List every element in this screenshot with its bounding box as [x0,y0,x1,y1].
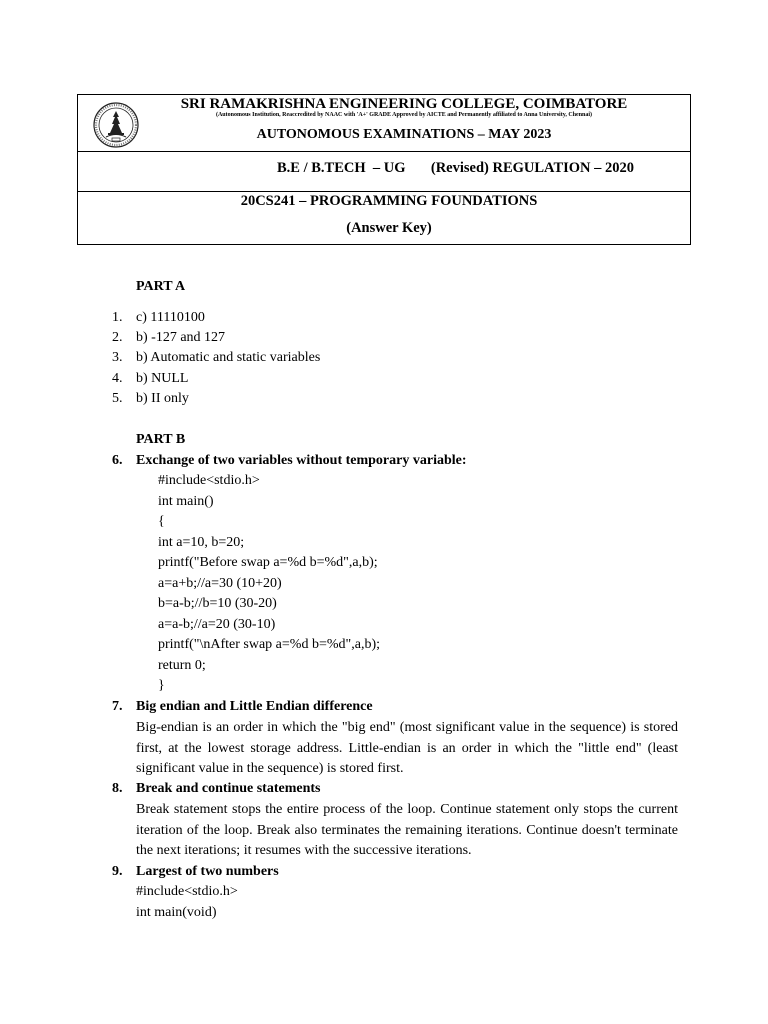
code-line: #include<stdio.h> [136,884,238,899]
code-line: a=a-b;//a=20 (30-10) [158,617,276,632]
course-title: 20CS241 – PROGRAMMING FOUNDATIONS [240,193,538,209]
code-line: return 0; [158,658,206,673]
code-line: b=a-b;//b=10 (30-20) [158,596,277,611]
code-line: #include<stdio.h> [158,473,260,488]
code-line: } [158,678,165,693]
question-number: 8. [112,781,123,796]
code-line: a=a+b;//a=30 (10+20) [158,576,282,591]
code-line: int a=10, b=20; [158,535,245,550]
part-a-item-number: 4. [112,371,123,386]
college-affiliation: (Autonomous Institution, Reaccredited by NAAC with 'A+' GRADE Approved by AICTE and Permanently affiliated to Anna University, Chennai) [215,112,593,118]
part-a-item-answer: c) 11110100 [136,310,205,325]
question-number: 9. [112,864,123,879]
part-a-item-number: 3. [112,350,123,365]
code-line: printf("\nAfter swap a=%d b=%d",a,b); [158,637,380,652]
question-title: Big endian and Little Endian difference [136,699,373,714]
question-number: 7. [112,699,123,714]
answer-paragraph: Break statement stops the entire process of the loop. Continue statement only stops the current iteration of the loop. Break also terminates the remaining iterations. Continue doesn't terminate the next iterations; it resumes with the successive iterations. [136,802,678,858]
code-line: int main() [158,494,214,509]
answer-paragraph: Big-endian is an order in which the "big end" (most significant value in the sequence) is stored first, at the lowest storage address. Little-endian is an order in which the "little end" (least significant value in the sequence) is stored first. [136,720,678,776]
header-course-row [78,191,690,244]
part-a-item-number: 2. [112,330,123,345]
header-college-row [78,95,690,152]
part-b-heading: PART B [136,432,186,447]
exam-header [77,94,691,245]
part-a-item-answer: b) II only [136,391,189,406]
degree-regulation: B.E / B.TECH – UG (Revised) REGULATION – 2020 [277,160,635,176]
question-title: Exchange of two variables without temporary variable: [136,453,467,468]
question-number: 6. [112,453,123,468]
part-a-item-number: 1. [112,310,123,325]
part-a-item-answer: b) -127 and 127 [136,330,226,345]
code-line: { [158,514,165,529]
part-a-item-number: 5. [112,391,123,406]
part-a-heading: PART A [136,279,186,294]
code-line: printf("Before swap a=%d b=%d",a,b); [158,555,378,570]
code-line: int main(void) [136,905,217,920]
college-name: SRI RAMAKRISHNA ENGINEERING COLLEGE, COIMBATORE [180,96,628,112]
question-title: Break and continue statements [136,781,321,796]
header-degree-row [78,151,690,192]
exam-session: AUTONOMOUS EXAMINATIONS – MAY 2023 [256,127,552,142]
part-a-item-answer: b) NULL [136,371,189,386]
answer-key-label: (Answer Key) [346,220,432,236]
question-title: Largest of two numbers [136,864,279,879]
part-a-item-answer: b) Automatic and static variables [136,350,321,365]
